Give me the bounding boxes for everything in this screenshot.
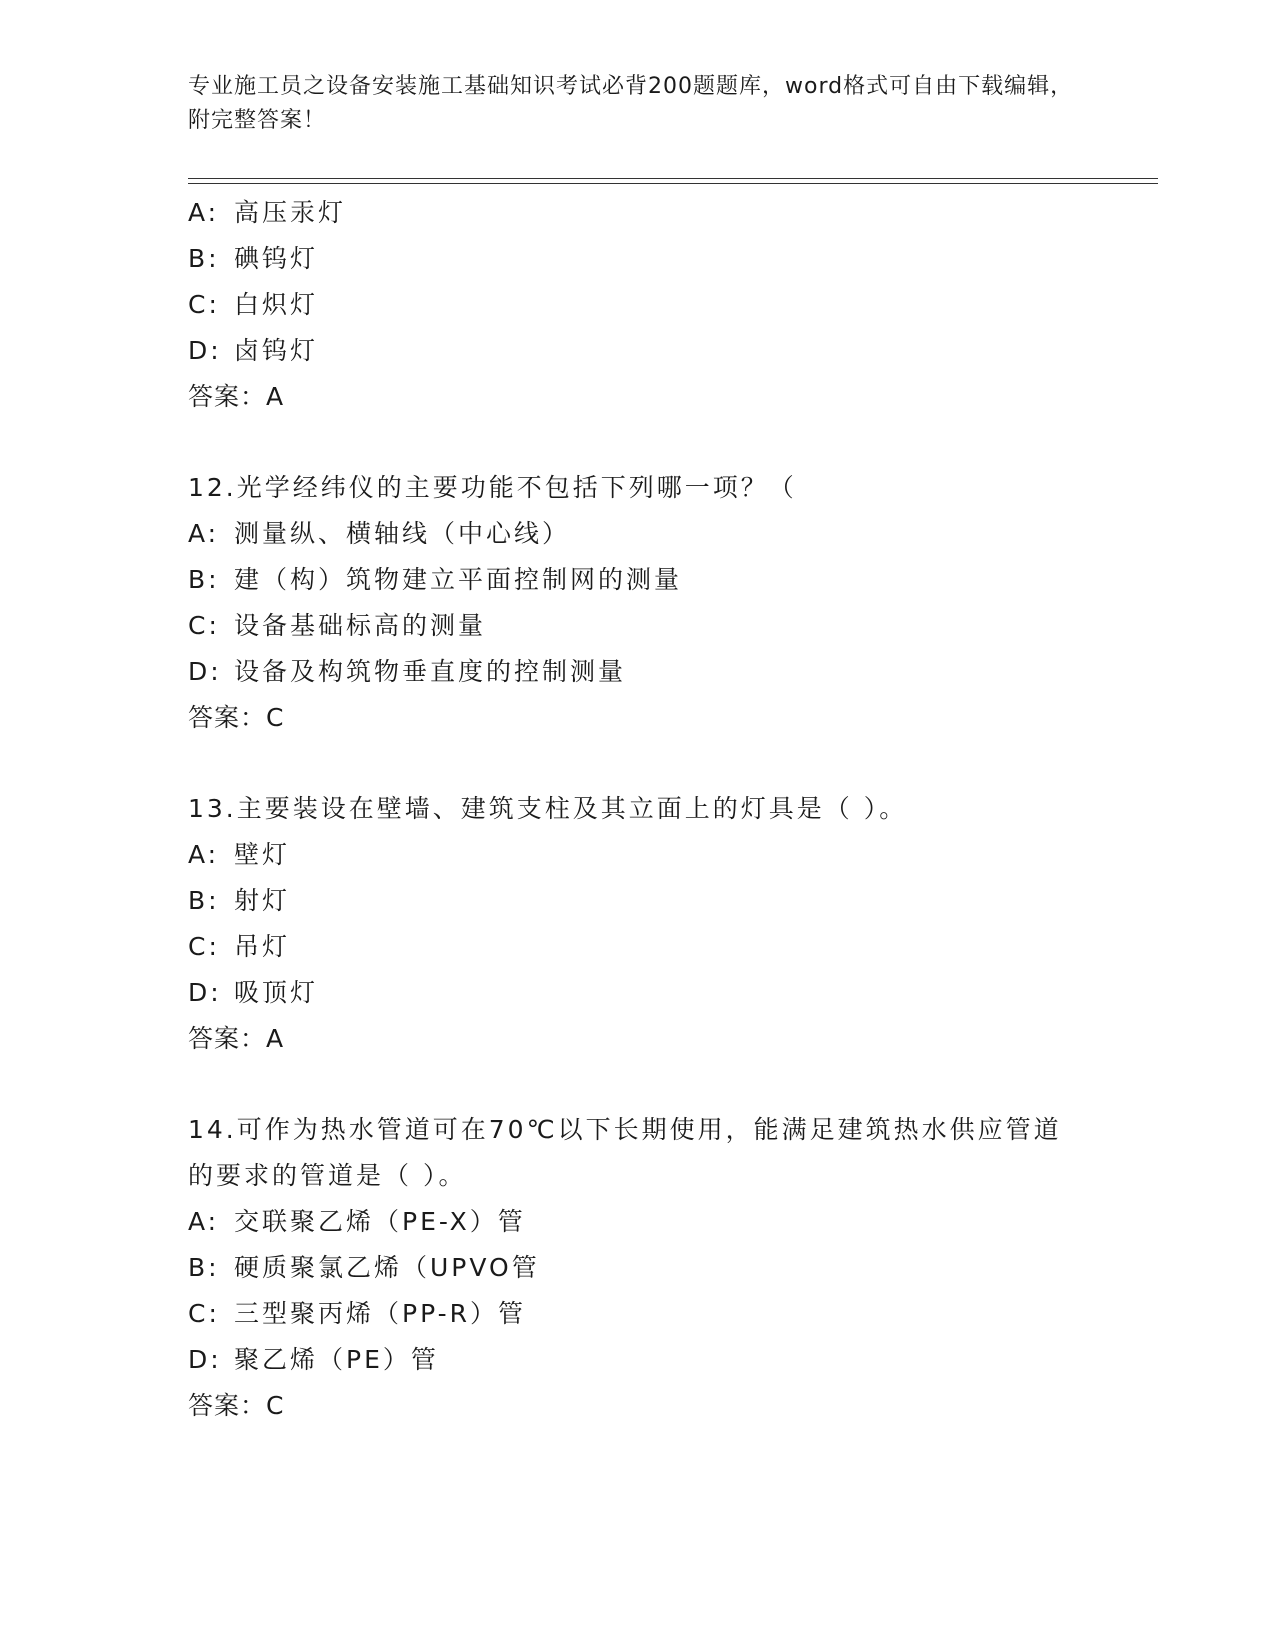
option-text: 壁灯: [234, 840, 291, 869]
option-label: B:: [188, 244, 220, 273]
option-b: [188, 1245, 1088, 1291]
option-label: B:: [188, 565, 220, 594]
option-b: [188, 878, 1088, 924]
question-title: 14.可作为热水管道可在70℃以下长期使用，能满足建筑热水供应管道的要求的管道是（ ）。: [188, 1115, 1062, 1190]
option-label: D:: [188, 978, 222, 1007]
option-b: [188, 236, 1088, 282]
option-text: 聚乙烯（PE）管: [234, 1345, 439, 1374]
option-c: [188, 924, 1088, 970]
document-header: 专业施工员之设备安装施工基础知识考试必背200题题库，word格式可自由下载编辑，附完整答案！: [188, 74, 1074, 133]
option-b: [188, 557, 1088, 603]
question-title: 12.光学经纬仪的主要功能不包括下列哪一项？（: [188, 473, 797, 502]
option-text: 测量纵、横轴线（中心线）: [234, 519, 571, 548]
option-d: [188, 328, 1088, 374]
option-a: [188, 1199, 1088, 1245]
option-a: [188, 511, 1088, 557]
option-text: 吊灯: [234, 932, 291, 961]
option-label: A:: [188, 1207, 220, 1236]
question-block: [188, 190, 1088, 420]
option-label: C:: [188, 1299, 220, 1328]
option-d: [188, 649, 1088, 695]
option-label: C:: [188, 611, 220, 640]
option-c: [188, 1291, 1088, 1337]
question-block: [188, 1107, 1088, 1429]
question-list: [188, 190, 1088, 1429]
spacer: [188, 1062, 1088, 1107]
option-label: D:: [188, 657, 222, 686]
option-label: B:: [188, 1253, 220, 1282]
option-text: 设备基础标高的测量: [234, 611, 487, 640]
option-text: 卤钨灯: [234, 336, 319, 365]
option-text: 碘钨灯: [234, 244, 319, 273]
option-label: A:: [188, 519, 220, 548]
option-text: 射灯: [234, 886, 291, 915]
question-block: [188, 465, 1088, 741]
spacer: [188, 741, 1088, 786]
spacer: [188, 420, 1088, 465]
option-d: [188, 970, 1088, 1016]
option-c: [188, 282, 1088, 328]
answer-line: 答案：A: [188, 382, 285, 411]
option-text: 交联聚乙烯（PE-X）管: [234, 1207, 526, 1236]
option-c: [188, 603, 1088, 649]
option-label: D:: [188, 336, 222, 365]
option-text: 高压汞灯: [234, 198, 347, 227]
option-text: 三型聚丙烯（PP-R）管: [234, 1299, 526, 1328]
option-text: 白炽灯: [234, 290, 319, 319]
option-a: [188, 832, 1088, 878]
option-d: [188, 1337, 1088, 1383]
answer-line: 答案：C: [188, 703, 285, 732]
option-label: A:: [188, 840, 220, 869]
option-text: 建（构）筑物建立平面控制网的测量: [234, 565, 683, 594]
option-label: B:: [188, 886, 220, 915]
option-text: 设备及构筑物垂直度的控制测量: [234, 657, 627, 686]
option-text: 硬质聚氯乙烯（UPVO管: [234, 1253, 540, 1282]
answer-line: 答案：A: [188, 1024, 285, 1053]
header-divider: [188, 178, 1158, 184]
option-label: C:: [188, 290, 220, 319]
option-a: [188, 190, 1088, 236]
option-label: C:: [188, 932, 220, 961]
option-label: D:: [188, 1345, 222, 1374]
option-label: A:: [188, 198, 220, 227]
question-title: 13.主要装设在壁墙、建筑支柱及其立面上的灯具是（ ）。: [188, 794, 908, 823]
question-block: [188, 786, 1088, 1062]
answer-line: 答案：C: [188, 1391, 285, 1420]
option-text: 吸顶灯: [234, 978, 319, 1007]
